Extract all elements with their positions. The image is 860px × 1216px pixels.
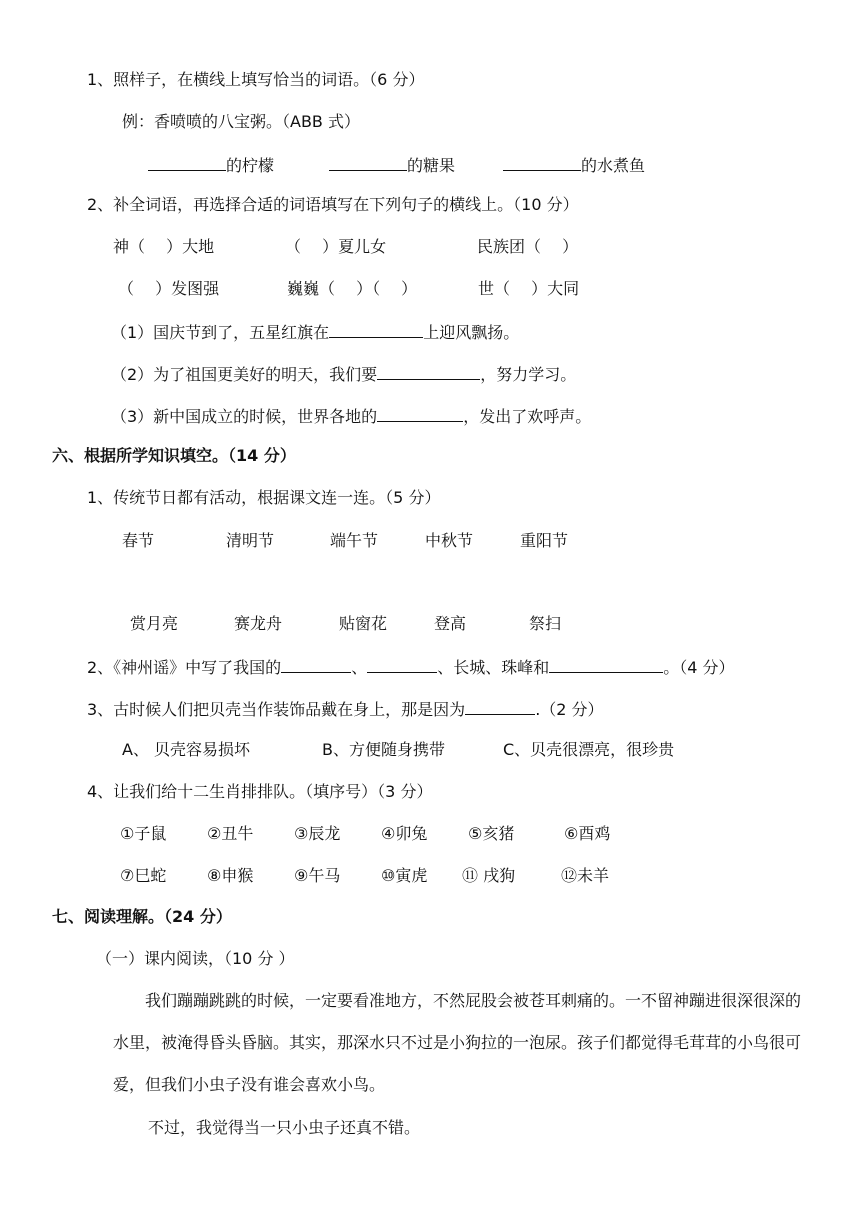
activity-item[interactable]: 赏月亮	[130, 614, 179, 633]
answer-blank[interactable]	[377, 365, 480, 380]
zodiac-item: ⑪ 戌狗	[462, 866, 516, 885]
section-7-heading: 七、阅读理解。（24 分）	[52, 907, 232, 926]
s6-q4-title: 4、让我们给十二生肖排排队。（填序号）（3 分）	[87, 782, 433, 801]
choice-option-b[interactable]: B、方便随身携带	[322, 740, 445, 759]
q2-sentence-2	[111, 365, 576, 383]
answer-blank[interactable]	[503, 156, 581, 171]
zodiac-item: ⑦巳蛇	[120, 866, 167, 885]
q2-word: 世（ ）大同	[478, 279, 580, 298]
sentence-text: 上迎风飘扬。	[423, 323, 520, 342]
festival-item[interactable]: 重阳节	[520, 531, 569, 550]
question-text: 、长城、珠峰和	[437, 658, 550, 677]
q1-answer-row	[329, 156, 455, 174]
s6-q2	[87, 658, 735, 676]
q2-word: （ ）发图强	[118, 279, 220, 298]
zodiac-item: ⑥酉鸡	[564, 824, 611, 843]
answer-blank[interactable]	[329, 156, 407, 171]
q2-sentence-1	[111, 323, 519, 341]
reading-paragraph-2: 不过，我觉得当一只小虫子还真不错。	[148, 1118, 421, 1137]
activity-item[interactable]: 赛龙舟	[234, 614, 283, 633]
question-text: 。（4 分）	[663, 658, 735, 677]
zodiac-item: ⑨午马	[294, 866, 341, 885]
s7-sub-heading: （一）课内阅读，（10 分 ）	[96, 949, 295, 968]
q2-sentence-3	[111, 407, 591, 425]
answer-blank[interactable]	[465, 700, 535, 715]
q2-title: 2、补全词语，再选择合适的词语填写在下列句子的横线上。（10 分）	[87, 195, 579, 214]
answer-blank[interactable]	[281, 658, 351, 673]
activity-item[interactable]: 祭扫	[529, 614, 562, 633]
q2-word: 巍巍（ ）（ ）	[287, 279, 418, 298]
q2-word: （ ）夏儿女	[285, 237, 387, 256]
choice-option-c[interactable]: C、贝壳很漂亮，很珍贵	[503, 740, 675, 759]
zodiac-item: ①子鼠	[120, 824, 167, 843]
activity-item[interactable]: 贴窗花	[339, 614, 388, 633]
q1-example: 例：香喷喷的八宝粥。（ABB 式）	[122, 112, 360, 131]
reading-paragraph-1: 我们蹦蹦跳跳的时候，一定要看准地方，不然屁股会被苍耳刺痛的。一不留神蹦进很深很深的水里，被淹得昏头昏脑。其实，那深水只不过是小狗拉的一泡尿。孩子们都觉得毛茸茸的小鸟很可爱，但我们小虫子没有谁会喜欢小鸟。	[113, 991, 802, 1094]
sentence-text: ，努力学习。	[480, 365, 577, 384]
sentence-text: （2）为了祖国更美好的明天，我们要	[111, 365, 378, 384]
festival-item[interactable]: 端午节	[330, 531, 379, 550]
zodiac-item: ⑤亥猪	[468, 824, 515, 843]
festival-item[interactable]: 春节	[122, 531, 155, 550]
answer-blank[interactable]	[377, 407, 463, 422]
question-text: 3、古时候人们把贝壳当作装饰品戴在身上，那是因为	[87, 700, 466, 719]
answer-blank[interactable]	[148, 156, 226, 171]
q1-answer-row	[148, 156, 274, 174]
zodiac-item: ②丑牛	[207, 824, 254, 843]
q1-item: 的糖果	[407, 156, 456, 175]
section-6-heading: 六、根据所学知识填空。（14 分）	[52, 446, 296, 465]
s6-q1-title: 1、传统节日都有活动，根据课文连一连。（5 分）	[87, 488, 441, 507]
question-text: 2、《神州谣》中写了我国的	[87, 658, 282, 677]
q1-item: 的水煮鱼	[581, 156, 646, 175]
answer-blank[interactable]	[549, 658, 663, 673]
s6-q3	[87, 700, 604, 718]
sentence-text: （3）新中国成立的时候，世界各地的	[111, 407, 378, 426]
question-text: .（2 分）	[535, 700, 604, 719]
zodiac-item: ⑩寅虎	[381, 866, 428, 885]
sentence-text: ，发出了欢呼声。	[463, 407, 592, 426]
festival-item[interactable]: 清明节	[226, 531, 275, 550]
choice-option-a[interactable]: A、 贝壳容易损坏	[122, 740, 251, 759]
q2-word: 民族团（ ）	[477, 237, 579, 256]
q1-item: 的柠檬	[226, 156, 275, 175]
answer-blank[interactable]	[367, 658, 437, 673]
sentence-text: （1）国庆节到了，五星红旗在	[111, 323, 330, 342]
zodiac-item: ③辰龙	[294, 824, 341, 843]
zodiac-item: ⑫未羊	[561, 866, 610, 885]
q1-title: 1、照样子，在横线上填写恰当的词语。（6 分）	[87, 70, 425, 89]
zodiac-item: ④卯兔	[381, 824, 428, 843]
activity-item[interactable]: 登高	[434, 614, 467, 633]
question-text: 、	[351, 658, 368, 677]
festival-item[interactable]: 中秋节	[425, 531, 474, 550]
zodiac-item: ⑧申猴	[207, 866, 254, 885]
answer-blank[interactable]	[329, 323, 423, 338]
q1-answer-row	[503, 156, 645, 174]
q2-word: 神（ ）大地	[113, 237, 215, 256]
